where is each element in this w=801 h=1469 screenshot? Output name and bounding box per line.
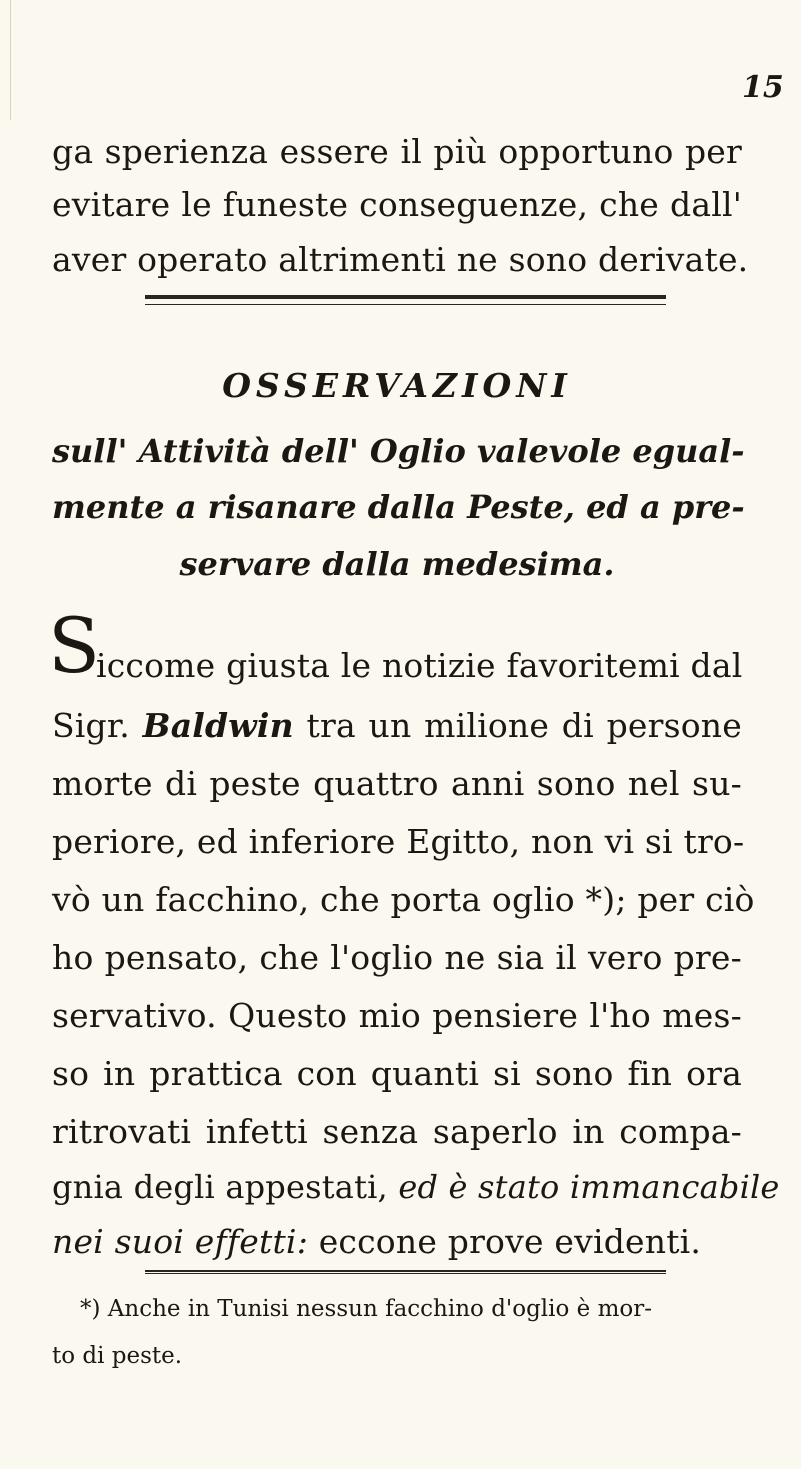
body-line-11	[52, 1222, 742, 1261]
subtitle-line-3: servare dalla medesima.	[179, 545, 615, 583]
section-divider	[145, 295, 666, 305]
body-line-11-post: eccone prove evidenti.	[308, 1222, 702, 1261]
body-line-1: iccome giusta le notizie favoritemi dal	[96, 646, 743, 685]
body-line-11-italic: nei suoi effetti:	[52, 1222, 309, 1261]
body-line-4: periore, ed inferiore Egitto, non vi si tro-	[52, 822, 745, 861]
body-line-9: ritrovati infetti senza saperlo in compa-	[52, 1112, 742, 1151]
page-number: 15	[742, 70, 784, 105]
body-line-8: so in prattica con quanti si sono fin ora	[52, 1054, 742, 1093]
intro-line-3: aver operato altrimenti ne sono derivate.	[52, 240, 749, 279]
drop-cap: S	[48, 601, 101, 690]
body-line-6: ho pensato, che l'oglio ne sia il vero pre-	[52, 938, 742, 977]
subtitle-line-2: mente a risanare dalla Peste, ed a pre-	[52, 488, 745, 526]
body-line-10-italic: ed è stato immancabile	[398, 1168, 780, 1206]
body-line-10	[52, 1168, 780, 1206]
subtitle-line-1: sull' Attività dell' Oglio valevole egual-	[52, 432, 745, 470]
footnote-line-2: to di peste.	[52, 1343, 183, 1369]
body-line-2	[52, 706, 742, 745]
body-line-2-pre: Sigr.	[52, 706, 143, 745]
page-edge	[10, 0, 11, 120]
body-line-2-post: tra un milione di persone	[293, 706, 742, 745]
section-title: OSSERVAZIONI	[222, 366, 572, 405]
intro-line-1: ga sperienza essere il più opportuno per	[52, 132, 742, 171]
person-name: Baldwin	[142, 706, 294, 745]
body-line-5: vò un facchino, che porta oglio *); per ciò	[52, 880, 755, 919]
intro-line-2: evitare le funeste conseguenze, che dall'	[52, 185, 742, 224]
footnote-line-1: *) Anche in Tunisi nessun facchino d'oglio è mor-	[80, 1296, 653, 1322]
body-line-7: servativo. Questo mio pensiere l'ho mes-	[52, 996, 742, 1035]
footnote-divider	[145, 1270, 666, 1274]
body-line-10-pre: gnia degli appestati,	[52, 1168, 399, 1206]
body-line-3: morte di peste quattro anni sono nel su-	[52, 764, 742, 803]
